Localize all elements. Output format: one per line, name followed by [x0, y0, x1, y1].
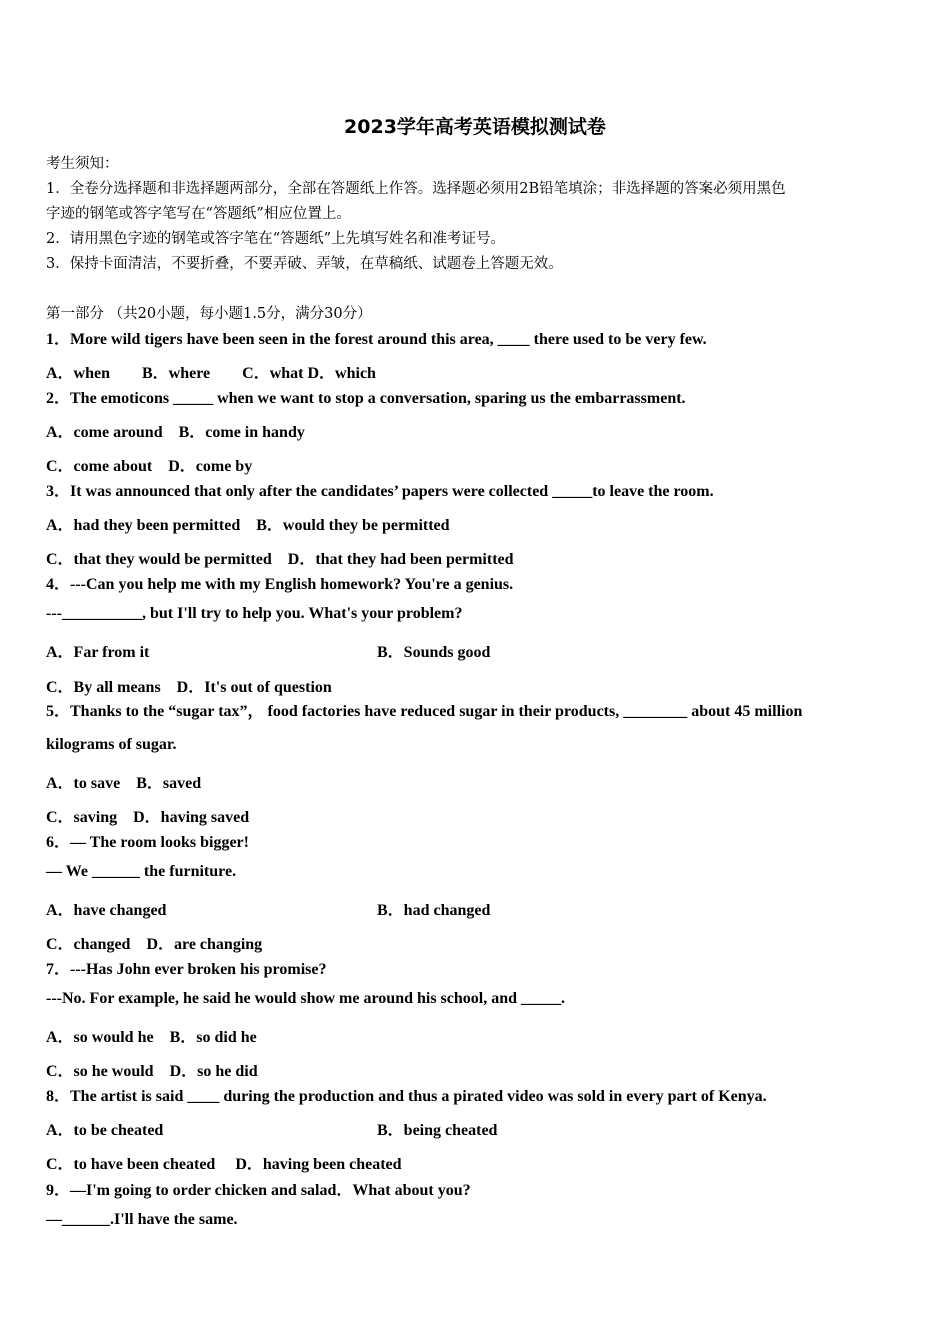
notice-heading: 考生须知：: [46, 156, 119, 172]
question-stem: 4．---Can you help me with my English homework? You're a genius.: [46, 576, 514, 593]
question-options: C．saving D．having saved: [46, 809, 250, 826]
option-a: A．to be cheated: [46, 1122, 164, 1139]
question-options: A．so would he B．so did he: [46, 1029, 257, 1046]
option-a: A．have changed: [46, 902, 167, 919]
question-options: C．so he would D．so he did: [46, 1063, 258, 1080]
question-stem-continued: kilograms of sugar.: [46, 736, 177, 753]
notice-line: 1．全卷分选择题和非选择题两部分，全部在答题纸上作答。选择题必须用2B铅笔填涂；非选择题的答案必须用黑色: [46, 181, 786, 197]
question-stem: 2．The emoticons _____ when we want to stop a conversation, sparing us the embarrassment.: [46, 390, 686, 407]
option-b: B．had changed: [377, 902, 491, 919]
question-stem: 6．— The room looks bigger!: [46, 834, 249, 851]
option-b: B．being cheated: [377, 1122, 498, 1139]
notice-line: 3．保持卡面清洁，不要折叠，不要弄破、弄皱，在草稿纸、试题卷上答题无效。: [46, 256, 563, 272]
section-heading: 第一部分 （共20小题，每小题1.5分，满分30分）: [46, 306, 372, 322]
question-reply: ---No. For example, he said he would show me around his school, and _____.: [46, 990, 566, 1007]
question-options: A．had they been permitted B．would they be permitted: [46, 517, 450, 534]
question-options: C．By all means D．It's out of question: [46, 679, 332, 696]
notice-line: 2．请用黑色字迹的钢笔或答字笔在“答题纸”上先填写姓名和准考证号。: [46, 231, 506, 247]
notice-line: 字迹的钢笔或答字笔写在“答题纸”相应位置上。: [46, 206, 351, 222]
option-b: B．Sounds good: [377, 644, 491, 661]
page-title: 2023学年高考英语模拟测试卷: [344, 116, 606, 138]
question-stem: 9．—I'm going to order chicken and salad．What about you?: [46, 1182, 471, 1199]
option-a: A．Far from it: [46, 644, 150, 661]
question-stem: 3．It was announced that only after the candidates’ papers were collected _____to leave the room.: [46, 483, 714, 500]
question-options: A．when B．where C．what D．which: [46, 365, 376, 382]
question-stem: 8．The artist is said ____ during the production and thus a pirated video was sold in every part of Kenya.: [46, 1088, 767, 1105]
question-options: C．to have been cheated D．having been cheated: [46, 1156, 402, 1173]
question-reply: —______.I'll have the same.: [46, 1211, 238, 1228]
question-options: C．changed D．are changing: [46, 936, 263, 953]
question-options: A．to save B．saved: [46, 775, 202, 792]
question-options: C．that they would be permitted D．that they had been permitted: [46, 551, 514, 568]
question-options: A．come around B．come in handy: [46, 424, 305, 441]
question-reply: ---__________, but I'll try to help you. What's your problem?: [46, 605, 463, 622]
question-stem: 5．Thanks to the “sugar tax”， food factories have reduced sugar in their products, ________ about 45 million: [46, 703, 803, 720]
question-stem: 7．---Has John ever broken his promise?: [46, 961, 327, 978]
question-stem: 1．More wild tigers have been seen in the forest around this area, ____ there used to be very few.: [46, 331, 707, 348]
question-reply: — We ______ the furniture.: [46, 863, 237, 880]
question-options: C．come about D．come by: [46, 458, 253, 475]
